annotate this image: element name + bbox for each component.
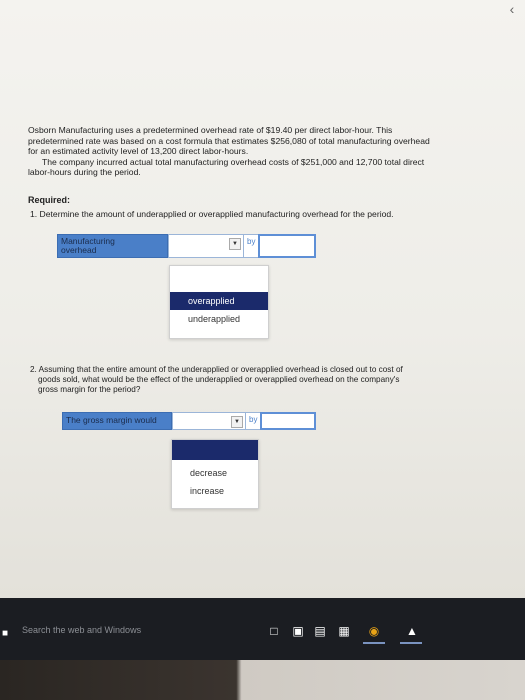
chevron-left-icon[interactable]: ‹ bbox=[509, 1, 515, 17]
question-2 bbox=[30, 365, 490, 394]
overhead-dropdown-list bbox=[169, 265, 269, 339]
option-increase[interactable]: increase bbox=[190, 486, 225, 496]
row-label: The gross margin would bbox=[62, 412, 172, 430]
edge-browser-icon[interactable]: ▣ bbox=[292, 624, 304, 638]
taskbar-search-input[interactable]: Search the web and Windows bbox=[22, 625, 142, 635]
overhead-amount-input[interactable] bbox=[258, 234, 316, 258]
taskbar bbox=[0, 598, 525, 660]
gross-margin-amount-input[interactable] bbox=[260, 412, 316, 430]
app-icon[interactable]: ▲ bbox=[406, 624, 418, 638]
gross-margin-dropdown-list bbox=[171, 439, 259, 509]
store-icon[interactable]: ▦ bbox=[338, 624, 350, 638]
row-label bbox=[57, 234, 168, 258]
answer-row-2 bbox=[62, 412, 316, 430]
question-line: Osborn Manufacturing uses a predetermined overhead rate of $19.40 per direct labor-hour. This bbox=[28, 125, 393, 135]
desk-surface bbox=[0, 660, 525, 700]
gross-margin-select[interactable] bbox=[172, 412, 246, 430]
question-2-line: 2. Assuming that the entire amount of the underapplied or overapplied overhead is closed out to cost of bbox=[30, 365, 403, 374]
active-app-indicator bbox=[363, 642, 385, 644]
option-decrease[interactable]: decrease bbox=[190, 468, 228, 478]
dropdown-arrow-icon[interactable]: ▼ bbox=[229, 238, 241, 250]
option-blank-highlighted[interactable] bbox=[172, 440, 258, 460]
question-2-line: goods sold, what would be the effect of the underapplied or overapplied overhead on the company's bbox=[38, 374, 400, 384]
overhead-select[interactable] bbox=[168, 234, 244, 258]
row-label-line: Manufacturing bbox=[61, 236, 115, 246]
by-label: by bbox=[244, 234, 258, 258]
question-line: The company incurred actual total manufacturing overhead costs of $251,000 and 12,700 total direct bbox=[42, 156, 425, 167]
windows-start-icon[interactable]: ■ bbox=[2, 628, 9, 639]
question-line: for an estimated activity level of 13,200 direct labor-hours. bbox=[28, 146, 249, 157]
file-explorer-icon[interactable]: ▤ bbox=[314, 624, 326, 638]
answer-row-1 bbox=[57, 234, 316, 258]
task-view-icon[interactable]: □ bbox=[270, 624, 278, 638]
row-label-line: overhead bbox=[61, 245, 97, 255]
option-overapplied[interactable]: overapplied bbox=[170, 292, 268, 310]
option-underapplied[interactable]: underapplied bbox=[188, 314, 241, 324]
dropdown-arrow-icon[interactable]: ▼ bbox=[231, 416, 243, 428]
active-app-indicator bbox=[400, 642, 422, 644]
question-line: predetermined rate was based on a cost formula that estimates $256,080 of total manufacturing overhead bbox=[28, 135, 430, 146]
chrome-icon[interactable]: ◉ bbox=[368, 624, 380, 638]
by-label: by bbox=[246, 412, 260, 430]
question-text bbox=[28, 125, 503, 178]
requirement-1: 1. Determine the amount of underapplied or overapplied manufacturing overhead for the period. bbox=[30, 209, 394, 219]
required-heading: Required: bbox=[28, 195, 71, 205]
question-line: labor-hours during the period. bbox=[28, 167, 141, 178]
question-2-line: gross margin for the period? bbox=[38, 384, 141, 394]
